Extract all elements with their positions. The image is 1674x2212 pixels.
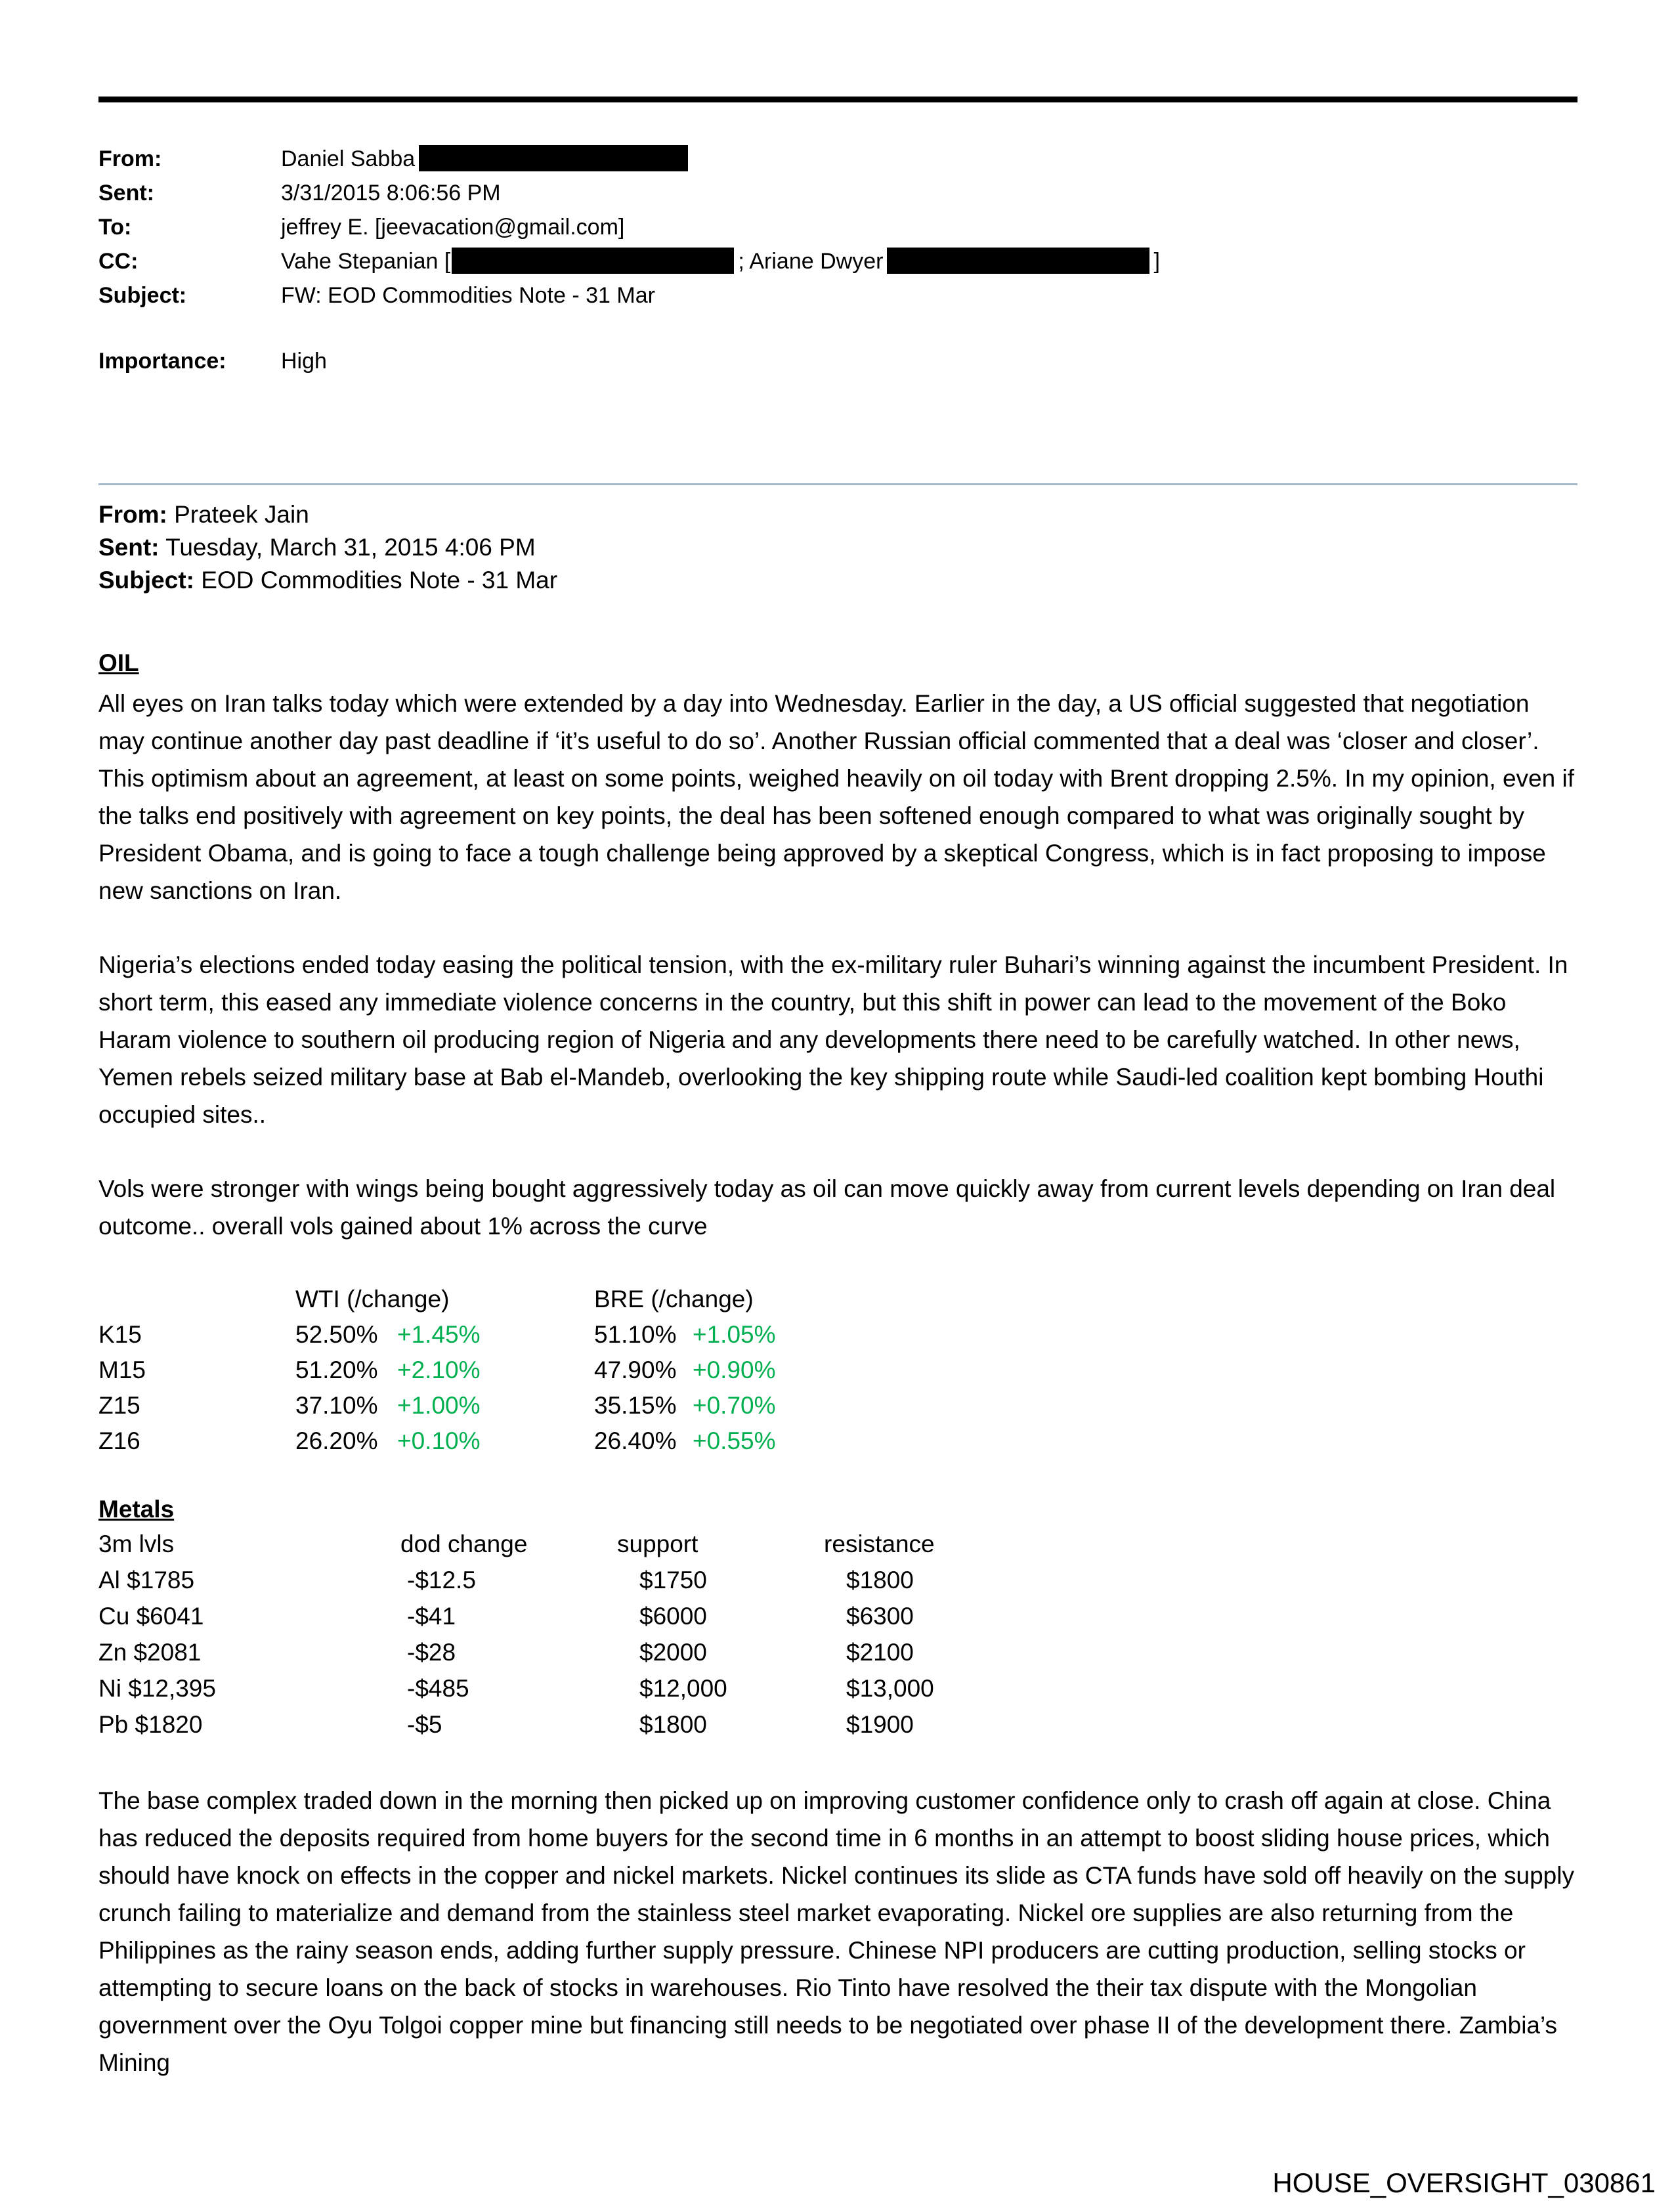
oil-paragraph-1: All eyes on Iran talks today which were extended by a day into Wednesday. Earlier in the day, a US official suggested that negotiation may continue another day past deadline if ‘it’s useful to do so’. Another Russian official commented that a deal was ‘closer and closer’. This optimism about an agreement, at least on some points, weighed heavily on oil today with Brent dropping 2.5%. In my opinion, even if the talks end positively with agreement on key points, the deal has been softened enough compared to what was originally sought by President Obama, and is going to face a tough challenge being approved by a skeptical Congress, which is in fact proposing to impose new sanctions on Iran. (98, 690, 1574, 904)
vol-row-z16 (98, 1423, 1577, 1459)
cc-text-2: ; Ariane Dwyer (738, 249, 884, 274)
sent-value: 3/31/2015 8:06:56 PM (281, 181, 501, 206)
subject-row (98, 278, 1577, 313)
redaction-bar-cc-1 (452, 248, 734, 274)
vol-row-z15 (98, 1388, 1577, 1423)
from-label: From: (98, 146, 162, 171)
metal-resistance: $1800 (846, 1567, 914, 1594)
metal-dod-change: -$5 (407, 1711, 442, 1738)
fwd-from-label: From: (98, 501, 167, 528)
importance-label: Importance: (98, 349, 226, 374)
sent-row (98, 176, 1577, 210)
metals-header-row (98, 1526, 1577, 1562)
email-header (98, 142, 1577, 378)
metals-table (98, 1526, 1577, 1743)
metals-col-header-dod: dod change (400, 1530, 528, 1557)
bre-value: 35.15% (594, 1392, 677, 1419)
top-rule (98, 97, 1577, 102)
metal-row-cu (98, 1598, 1577, 1634)
metal-row-al (98, 1562, 1577, 1598)
metal-support: $1750 (639, 1567, 707, 1594)
metal-level: Pb $1820 (98, 1711, 203, 1738)
metal-support: $2000 (639, 1639, 707, 1666)
metal-support: $6000 (639, 1603, 707, 1630)
metal-dod-change: -$485 (407, 1675, 469, 1702)
metal-dod-change: -$28 (407, 1639, 456, 1666)
wti-change: +2.10% (397, 1356, 481, 1383)
from-name-text: Daniel Sabba (281, 146, 416, 171)
vol-row-m15 (98, 1353, 1577, 1388)
vol-table-header-row (98, 1282, 1577, 1317)
metals-col-header-lvls: 3m lvls (98, 1530, 175, 1557)
wti-change: +1.45% (397, 1321, 481, 1348)
metal-dod-change: -$12.5 (407, 1567, 476, 1594)
from-value (281, 142, 1577, 176)
bre-change: +0.70% (693, 1392, 776, 1419)
wti-change: +1.00% (397, 1392, 481, 1419)
sent-label: Sent: (98, 181, 154, 206)
vol-header-spacer (98, 1282, 295, 1317)
bre-column-header: BRE (/change) (594, 1286, 754, 1312)
wti-change: +0.10% (397, 1427, 481, 1454)
fwd-sent-row (98, 531, 1577, 564)
metal-resistance: $13,000 (846, 1675, 934, 1702)
wti-value: 52.50% (295, 1321, 378, 1348)
oil-heading: OIL (98, 649, 139, 676)
bre-change: +0.90% (693, 1356, 776, 1383)
fwd-subject-label: Subject: (98, 567, 194, 594)
separator-line (98, 483, 1577, 485)
metal-resistance: $2100 (846, 1639, 914, 1666)
metals-col-header-support: support (617, 1530, 698, 1557)
metal-level: Ni $12,395 (98, 1675, 216, 1702)
bre-value: 51.10% (594, 1321, 677, 1348)
bates-number: HOUSE_OVERSIGHT_030861 (1272, 2167, 1656, 2198)
bre-change: +1.05% (693, 1321, 776, 1348)
subject-label: Subject: (98, 283, 187, 308)
redaction-bar-from (419, 145, 688, 171)
fwd-from-row (98, 498, 1577, 531)
metal-support: $1800 (639, 1711, 707, 1738)
metal-row-pb (98, 1706, 1577, 1743)
metals-heading: Metals (98, 1496, 175, 1523)
cc-label: CC: (98, 249, 139, 274)
contract-label: Z16 (98, 1427, 140, 1454)
cc-text-3: ] (1153, 249, 1160, 274)
fwd-sent-value: Tuesday, March 31, 2015 4:06 PM (165, 534, 536, 561)
contract-label: M15 (98, 1356, 146, 1383)
importance-row (98, 344, 1577, 378)
metal-resistance: $1900 (846, 1711, 914, 1738)
metal-resistance: $6300 (846, 1603, 914, 1630)
metals-paragraph: The base complex traded down in the morning then picked up on improving customer confidence only to crash off again at close. China has reduced the deposits required from home buyers for the second time in 6 months in an attempt to boost sliding house prices, which should have knock on effects in the copper and nickel markets. Nickel continues its slide as CTA funds have sold off heavily on the supply crunch failing to materialize and demand from the stainless steel market evaporating. Nickel ore supplies are also returning from the Philippines as the rainy season ends, adding further supply pressure. Chinese NPI producers are cutting production, selling stocks or attempting to secure loans on the back of stocks in warehouses. Rio Tinto have resolved the their tax dispute with the Mongolian government over the Oyu Tolgoi copper mine but financing still needs to be negotiated over phase II of the development there. Zambia’s Mining (98, 1787, 1574, 2076)
wti-value: 26.20% (295, 1427, 378, 1454)
bre-value: 47.90% (594, 1356, 677, 1383)
contract-label: Z15 (98, 1392, 140, 1419)
subject-value: FW: EOD Commodities Note - 31 Mar (281, 283, 655, 308)
forwarded-message-header (98, 498, 1577, 597)
to-row (98, 210, 1577, 244)
fwd-from-value: Prateek Jain (174, 501, 309, 528)
vol-table (98, 1282, 1577, 1459)
cc-row (98, 244, 1577, 278)
metal-row-ni (98, 1670, 1577, 1706)
metal-row-zn (98, 1634, 1577, 1670)
to-label: To: (98, 215, 132, 240)
wti-value: 51.20% (295, 1356, 378, 1383)
metal-level: Al $1785 (98, 1567, 195, 1594)
redaction-bar-cc-2 (887, 248, 1149, 274)
importance-value: High (281, 349, 327, 374)
metal-level: Zn $2081 (98, 1639, 202, 1666)
oil-paragraph-3: Vols were stronger with wings being bought aggressively today as oil can move quickly away from current levels depending on Iran deal outcome.. overall vols gained about 1% across the curve (98, 1175, 1556, 1240)
to-value: jeffrey E. [jeevacation@gmail.com] (281, 215, 625, 240)
cc-value (281, 244, 1577, 278)
metal-level: Cu $6041 (98, 1603, 204, 1630)
oil-paragraph-2: Nigeria’s elections ended today easing the political tension, with the ex-military ruler Buhari’s winning against the incumbent President. In short term, this eased any immediate violence concerns in the country, but this shift in power can lead to the movement of the Boko Haram violence to southern oil producing region of Nigeria and any developments there need to be carefully watched. In other news, Yemen rebels seized military base at Bab el-Mandeb, overlooking the key shipping route while Saudi-led coalition kept bombing Houthi occupied sites.. (98, 951, 1568, 1128)
metal-support: $12,000 (639, 1675, 727, 1702)
wti-value: 37.10% (295, 1392, 378, 1419)
vol-row-k15 (98, 1317, 1577, 1353)
metals-col-header-resistance: resistance (824, 1530, 935, 1557)
cc-text-1: Vahe Stepanian [ (281, 249, 451, 274)
contract-label: K15 (98, 1321, 142, 1348)
bre-value: 26.40% (594, 1427, 677, 1454)
fwd-subject-row (98, 564, 1577, 597)
bre-change: +0.55% (693, 1427, 776, 1454)
from-row (98, 142, 1577, 176)
fwd-sent-label: Sent: (98, 534, 160, 561)
metal-dod-change: -$41 (407, 1603, 456, 1630)
fwd-subject-value: EOD Commodities Note - 31 Mar (201, 567, 558, 594)
wti-column-header: WTI (/change) (295, 1286, 450, 1312)
